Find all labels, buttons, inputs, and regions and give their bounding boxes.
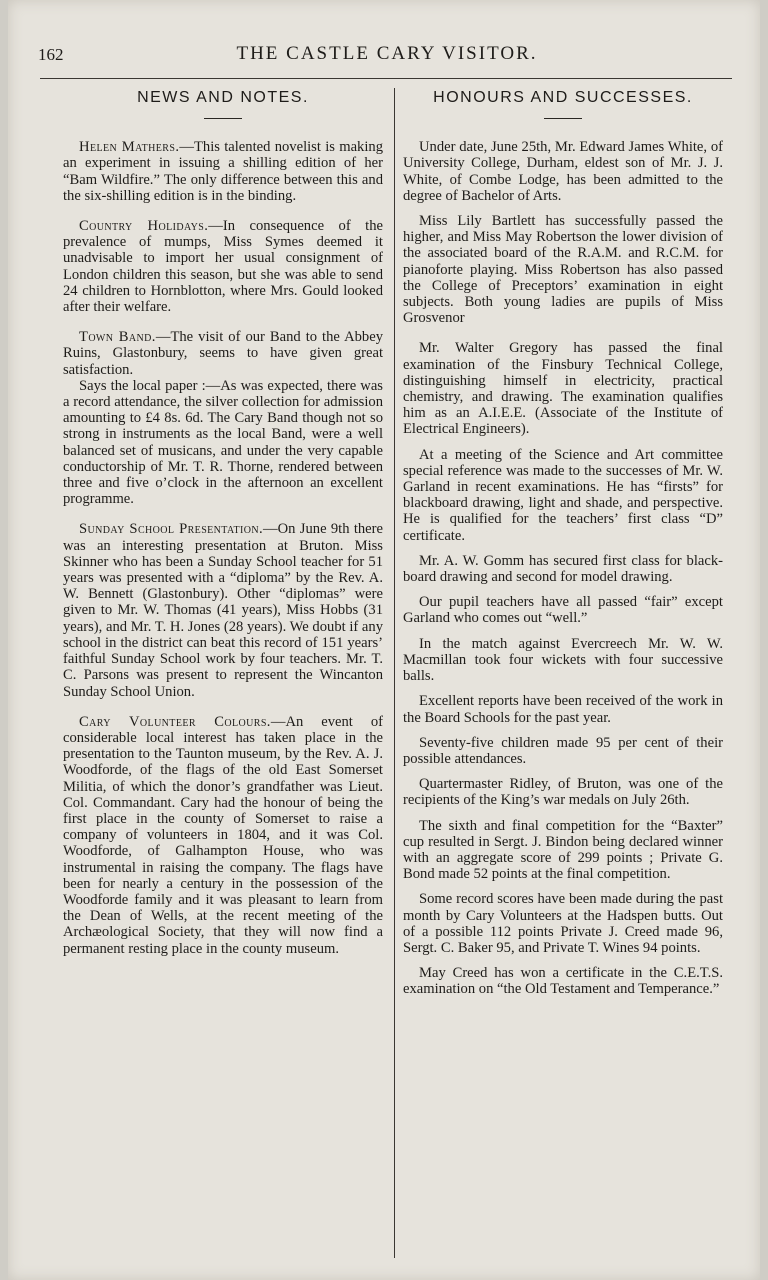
item-text: —The visit of our Band to the Abbey Ruins, Glastonbury, seems to have given great satisfaction.: [63, 329, 383, 378]
honours-paragraph: The sixth and final competition for the “Baxter” cup resulted in Sergt. J. Bindon being declared winner with an aggregate score of 299 points ; Private G. Bond made 52 points at the final competition.: [403, 817, 723, 883]
honours-paragraph: Some record scores have been made during the past month by Cary Volunteers at the Hadspen butts. Out of a possible 112 points Private J. Creed made 96, Sergt. C. Baker 95, and Private T. Wines 94 points.: [403, 891, 723, 956]
running-title: THE CASTLE CARY VISITOR.: [236, 43, 538, 64]
page: [8, 0, 760, 1280]
item-title: Cary Volunteer Colours.: [79, 713, 271, 730]
heading-rule: [544, 118, 582, 119]
news-item: [63, 714, 383, 957]
honours-paragraph: At a meeting of the Science and Art committee special reference was made to the successes of Mr. W. Garland in recent examinations. He has “firsts” for blackboard drawing, light and shade, and perspective. He is qualified for the teachers’ first class “D” certificate.: [403, 446, 723, 544]
item-text: —On June 9th there was an interesting presentation at Bruton. Miss Skinner who has been a Sunday School teacher for 51 years was presented with a “diploma” by the Rev. A. W. Bennett (Glastonbury). Other “diplomas” were given to Mr. W. Thomas (41 years), Miss Hobbs (31 years), and Mr. T. H. Jones (28 years). We doubt if any school in the district can beat this record of 151 years’ faithful Sunday School work by four teachers. Mr. T. C. Parsons was present to represent the Wincanton Sunday School Union.: [63, 521, 383, 700]
item-title: Town Band.: [79, 329, 156, 346]
honours-paragraph: Quartermaster Ridley, of Bruton, was one of the recipients of the King’s war medals on July 26th.: [403, 776, 723, 809]
honours-paragraph: In the match against Evercreech Mr. W. W. Macmillan took four wickets with four successive balls.: [403, 635, 723, 685]
news-item: [63, 218, 383, 315]
page-number: 162: [38, 45, 64, 64]
honours-paragraph: Our pupil teachers have all passed “fair” except Garland who comes out “well.”: [403, 594, 723, 627]
news-and-notes-heading: NEWS AND NOTES.: [137, 89, 309, 106]
heading-rule: [204, 118, 242, 119]
item-title: Helen Mathers.: [79, 139, 180, 156]
item-text: —An event of considerable local interest has taken place in the presentation to the Taunton museum, by the Rev. A. J. Woodforde, of the flags of the old East Somerset Militia, of which the donor’s grandfather was Lieut. Col. Commandant. Cary had the honour of being the first place in the county of Somerset to raise a company of volunteers in 1804, and it was Col. Woodforde, of Galhampton House, who was instrumental in raising the company. The flags have been for nearly a century in the possession of the Woodforde family and it was pleasant to learn from the Dean of Wells, at the recent meeting of the Archæological Society, that they will now find a permanent resting place in the county museum.: [63, 713, 383, 957]
news-item: [63, 139, 383, 204]
news-item: [63, 521, 383, 699]
news-item: [63, 378, 383, 508]
honours-paragraph: Mr. A. W. Gomm has secured first class for black-board drawing and second for model drawing.: [403, 552, 723, 586]
honours-paragraph: Miss Lily Bartlett has successfully passed the higher, and Miss May Robertson the lower division of the associated board of the R.A.M. and R.C.M. for pianoforte playing. Miss Robertson has also passed the College of Preceptors’ examination in eight subjects. Both young ladies are pupils of Miss Grosvenor: [403, 213, 723, 327]
honours-paragraph: Mr. Walter Gregory has passed the final examination of the Finsbury Technical College, distinguishing himself in electricity, practical chemistry, and drawing. The examination qualifies him as an A.I.E.E. (Associate of the Institute of Electrical Engineers).: [403, 340, 723, 438]
honours-paragraph: Seventy-five children made 95 per cent of their possible attendances.: [403, 734, 723, 767]
item-text: —In consequence of the prevalence of mumps, Miss Symes deemed it unadvisable to import her usual consignment of London children this season, but she was able to send 24 children to Hornblotton, where Mrs. Gould looked after their welfare.: [63, 218, 383, 316]
news-item: [63, 329, 383, 378]
page-header: [36, 40, 738, 70]
honours-and-successes-column: [403, 88, 723, 998]
honours-paragraph: Excellent reports have been received of the work in the Board Schools for the past year.: [403, 693, 723, 726]
item-title: Country Holidays.: [79, 218, 209, 235]
honours-and-successes-heading: HONOURS AND SUCCESSES.: [433, 89, 693, 106]
header-rule: [40, 78, 732, 79]
item-text: —This talented novelist is making an experiment in issuing a shilling edition of her “Bam Wildfire.” The only difference between this and the six-shilling edition is in the binding.: [63, 139, 383, 204]
item-text: Says the local paper :—As was expected, there was a record attendance, the silver collection for admission amounting to £4 8s. 6d. The Cary Band though not so strong in instruments as the local Band, were a well balanced set of musicans, and under the very capable conductorship of Mr. T. R. Thorne, rendered between three and five o’clock in the afternoon an excellent programme.: [63, 377, 383, 508]
honours-paragraph: May Creed has won a certificate in the C.E.T.S. examination on “the Old Testament and Temperance.”: [403, 965, 723, 998]
item-title: Sunday School Presentation.: [79, 521, 264, 538]
column-divider: [394, 88, 395, 1258]
news-and-notes-column: [63, 88, 383, 957]
honours-paragraph: Under date, June 25th, Mr. Edward James White, of University College, Durham, eldest son of Mr. J. J. White, of Combe Lodge, has been admitted to the degree of Bachelor of Arts.: [403, 139, 723, 204]
